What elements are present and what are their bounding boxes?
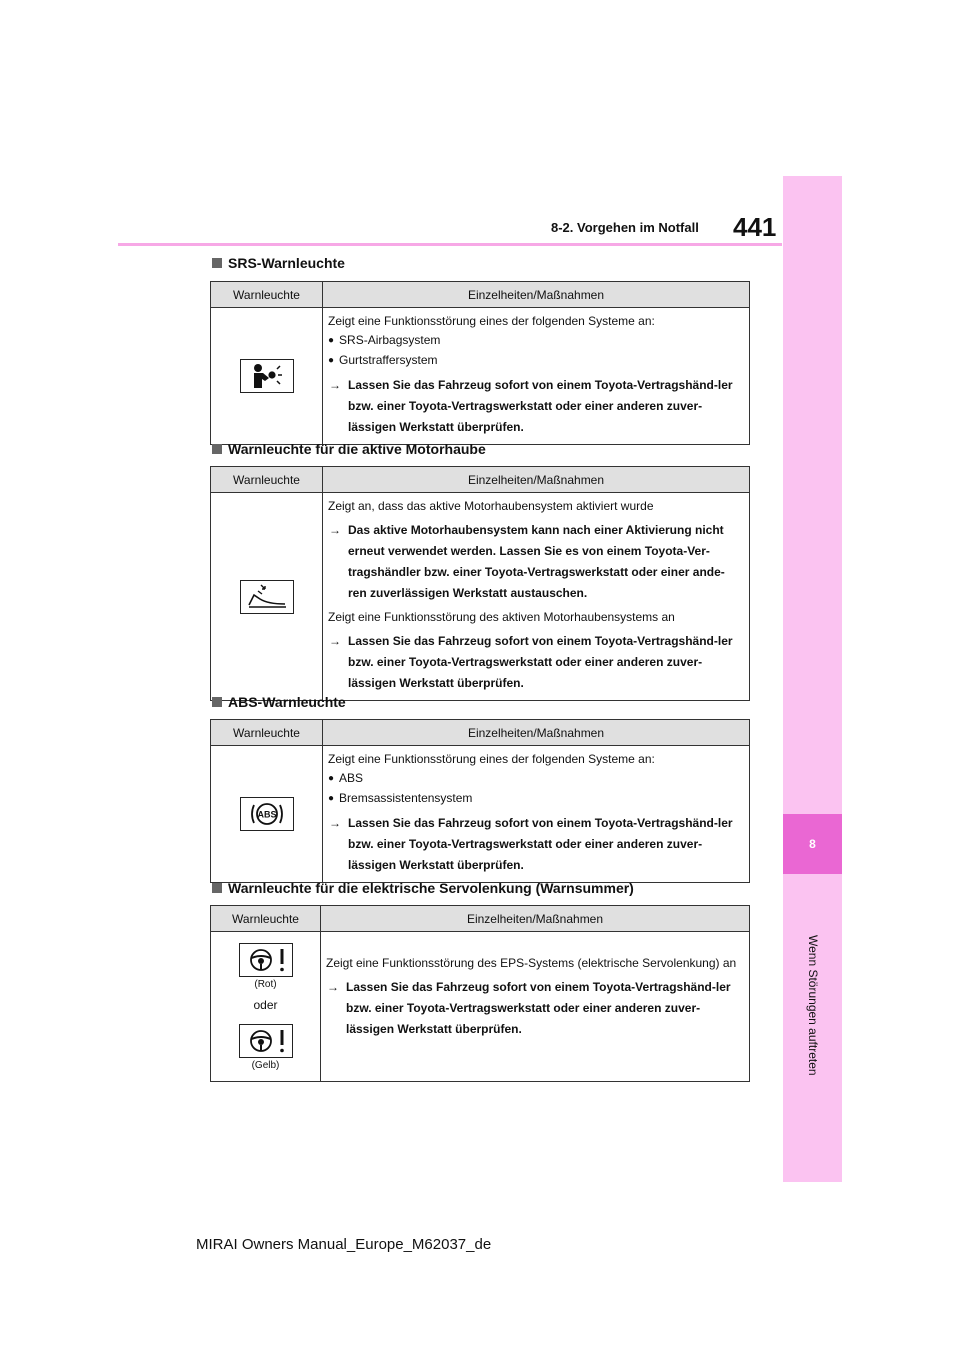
table-row <box>211 932 750 1082</box>
section-title-abs <box>212 694 346 710</box>
header-warnleuchte: Warnleuchte <box>211 282 323 308</box>
section-title-text: Warnleuchte für die elektrische Servolenkung (Warnsummer) <box>228 880 634 896</box>
section-title-text: Warnleuchte für die aktive Motorhaube <box>228 441 486 457</box>
action-item <box>326 977 743 1040</box>
table-row <box>211 493 750 701</box>
header-einzelheiten: Einzelheiten/Maßnahmen <box>323 282 750 308</box>
caption-red: (Rot) <box>254 978 277 990</box>
section-title-active-hood <box>212 441 486 457</box>
details-cell <box>323 308 750 445</box>
header-warnleuchte: Warnleuchte <box>211 720 323 746</box>
arrow-icon: → <box>329 378 341 392</box>
abs-table <box>210 719 750 883</box>
eps-table <box>210 905 750 1082</box>
action-item <box>328 520 743 604</box>
caption-yellow: (Gelb) <box>251 1059 280 1071</box>
icon-cell <box>211 746 323 883</box>
abs-icon-text: ABS <box>256 809 277 820</box>
active-hood-icon <box>240 580 294 614</box>
side-tab-chapter-number: 8 <box>783 814 842 874</box>
srs-table <box>210 281 750 445</box>
action-item <box>328 375 743 438</box>
arrow-icon: → <box>327 980 339 994</box>
page-number: 441 <box>733 212 777 242</box>
section-square-icon <box>212 697 222 707</box>
action-item <box>328 631 743 694</box>
active-hood-table <box>210 466 750 701</box>
section-title-text: SRS-Warnleuchte <box>228 255 345 271</box>
action-text: Lassen Sie das Fahrzeug sofort von einem Toyota-Vertragshänd-ler bzw. einer Toyota-Vertragswerkstatt oder einer anderen zuver-lässigen Werkstatt überprüfen. <box>346 980 731 1036</box>
oder-text: oder <box>253 997 278 1012</box>
details-cell <box>323 493 750 701</box>
section-title-eps <box>212 880 634 896</box>
header-rule <box>118 243 782 246</box>
section-square-icon <box>212 883 222 893</box>
section-header: 8-2. Vorgehen im Notfall <box>551 220 699 235</box>
side-tab-chapter-title: Wenn Störungen auftreten <box>806 935 820 1076</box>
abs-intro-text: Zeigt eine Funktionsstörung eines der folgenden Systeme an: <box>328 752 655 766</box>
section-square-icon <box>212 258 222 268</box>
arrow-icon: → <box>329 523 341 537</box>
hood-activated-text: Zeigt an, dass das aktive Motorhaubensystem aktiviert wurde <box>328 499 654 513</box>
arrow-icon: → <box>329 634 341 648</box>
action-item <box>328 813 743 876</box>
header-warnleuchte: Warnleuchte <box>211 906 321 932</box>
list-item: ● ABS <box>328 769 743 789</box>
header-einzelheiten: Einzelheiten/Maßnahmen <box>321 906 750 932</box>
arrow-icon: → <box>329 816 341 830</box>
action-text: Lassen Sie das Fahrzeug sofort von einem Toyota-Vertragshänd-ler bzw. einer Toyota-Vertragswerkstatt oder einer anderen zuver-lässigen Werkstatt überprüfen. <box>348 816 733 872</box>
steering-warning-icon-red <box>239 943 293 977</box>
icon-cell <box>211 308 323 445</box>
action-text: Lassen Sie das Fahrzeug sofort von einem Toyota-Vertragshänd-ler bzw. einer Toyota-Vertragswerkstatt oder einer anderen zuver-lässigen Werkstatt überprüfen. <box>348 378 733 434</box>
srs-airbag-icon <box>240 359 294 393</box>
table-row <box>211 308 750 445</box>
action-text: Das aktive Motorhaubensystem kann nach einer Aktivierung nicht erneut verwendet werden. Lassen Sie es von einem Toyota-Ver-tragshändler bzw. einer Toyota-Vertragswerkstatt oder einer ande-ren zuverlässigen Werkstatt austauschen. <box>348 523 725 600</box>
abs-icon <box>240 797 294 831</box>
hood-malfunction-text: Zeigt eine Funktionsstörung des aktiven Motorhaubensystems an <box>328 610 675 624</box>
steering-warning-icon-yellow <box>239 1024 293 1058</box>
icon-cell <box>211 493 323 701</box>
details-cell <box>321 932 750 1082</box>
list-item: ● Gurtstraffersystem <box>328 351 743 371</box>
section-title-text: ABS-Warnleuchte <box>228 694 346 710</box>
header-einzelheiten: Einzelheiten/Maßnahmen <box>323 467 750 493</box>
details-cell <box>323 746 750 883</box>
srs-intro-text: Zeigt eine Funktionsstörung eines der folgenden Systeme an: <box>328 314 655 328</box>
list-item: ● SRS-Airbagsystem <box>328 331 743 351</box>
header-einzelheiten: Einzelheiten/Maßnahmen <box>323 720 750 746</box>
section-square-icon <box>212 444 222 454</box>
table-header-row <box>211 282 750 308</box>
table-header-row <box>211 906 750 932</box>
table-header-row <box>211 720 750 746</box>
eps-intro-text: Zeigt eine Funktionsstörung des EPS-Systems (elektrische Servolenkung) an <box>326 956 737 970</box>
header-warnleuchte: Warnleuchte <box>211 467 323 493</box>
icon-cell <box>211 932 321 1082</box>
table-header-row <box>211 467 750 493</box>
section-title-srs <box>212 255 345 271</box>
footer: MIRAI Owners Manual_Europe_M62037_de <box>196 1236 492 1253</box>
list-item: ● Bremsassistentensystem <box>328 789 743 809</box>
action-text: Lassen Sie das Fahrzeug sofort von einem Toyota-Vertragshänd-ler bzw. einer Toyota-Vertragswerkstatt oder einer anderen zuver-lässigen Werkstatt überprüfen. <box>348 634 733 690</box>
table-row <box>211 746 750 883</box>
